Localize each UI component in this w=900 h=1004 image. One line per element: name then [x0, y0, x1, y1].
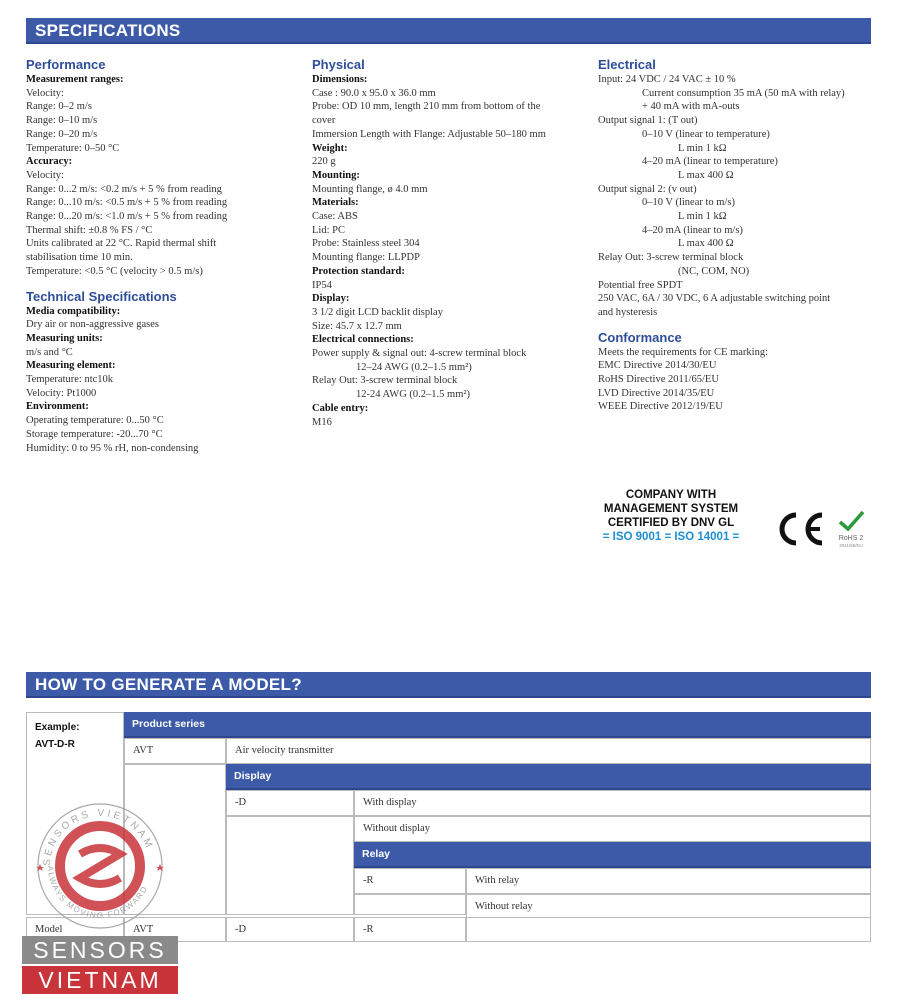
- eq-sign: =: [661, 531, 675, 543]
- display-header: Display: [226, 764, 871, 790]
- iso-14001: ISO 14001: [674, 531, 730, 543]
- output2-line: Output signal 2: (v out): [598, 183, 697, 195]
- model-banner: HOW TO GENERATE A MODEL?: [26, 672, 871, 698]
- relay-header: Relay: [354, 842, 871, 868]
- example-value: AVT-D-R: [35, 739, 75, 750]
- environment-line: Operating temperature: 0...50 °C: [26, 415, 164, 427]
- dimensions-line: Probe: OD 10 mm, length 210 mm from bottom of the: [312, 101, 541, 113]
- input-line: Input: 24 VDC / 24 VAC ± 10 %: [598, 74, 736, 85]
- relay-code-cell: -R: [354, 868, 466, 894]
- model-label-cell: Model: [26, 917, 124, 942]
- accuracy-line: Thermal shift: ±0.8 % FS / °C: [26, 224, 153, 236]
- output2-line: L min 1 kΩ: [678, 211, 727, 223]
- range-line: Velocity:: [26, 87, 64, 99]
- accuracy-line: Range: 0...2 m/s: <0.2 m/s + 5 % from reading: [26, 183, 222, 195]
- output1-line: 0–10 V (linear to temperature): [642, 128, 770, 140]
- model-display-cell: -D: [226, 917, 354, 942]
- accuracy-line: Range: 0...10 m/s: <0.5 m/s + 5 % from reading: [26, 197, 228, 209]
- connection-line: Relay Out: 3-screw terminal block: [312, 375, 458, 387]
- connection-line: 12-24 AWG (0.2–1.5 mm²): [356, 389, 471, 401]
- relay-line: (NC, COM, NO): [678, 265, 750, 277]
- cert-line: COMPANY WITH: [625, 489, 717, 501]
- model-avt-cell: AVT: [124, 917, 226, 942]
- brand-sensors: SENSORS: [22, 936, 178, 964]
- range-line: Range: 0–2 m/s: [26, 101, 92, 113]
- dimensions-label: Dimensions:: [312, 74, 368, 85]
- dimensions-line: cover: [312, 115, 336, 127]
- rohs-sub-label: 2011/65/EU: [839, 543, 863, 548]
- accuracy-line: Temperature: <0.5 °C (velocity > 0.5 m/s): [26, 265, 203, 277]
- electrical-heading: Electrical: [598, 57, 656, 72]
- range-line: Range: 0–20 m/s: [26, 128, 98, 140]
- display-line: 3 1/2 digit LCD backlit display: [312, 306, 443, 318]
- range-line: Range: 0–10 m/s: [26, 115, 98, 127]
- materials-line: Lid: PC: [312, 224, 345, 236]
- materials-line: Probe: Stainless steel 304: [312, 238, 420, 250]
- units-label: Measuring units:: [26, 332, 103, 344]
- cable-entry-label: Cable entry:: [312, 402, 369, 414]
- dimensions-line: Case : 90.0 x 95.0 x 36.0 mm: [312, 87, 436, 99]
- example-label: Example:: [35, 722, 80, 733]
- output1-line: L min 1 kΩ: [678, 142, 727, 154]
- spdt-line: and hysteresis: [598, 306, 658, 318]
- output1-line: Output signal 1: (T out): [598, 115, 698, 127]
- iso-9001: ISO 9001: [612, 531, 662, 543]
- conformance-line: LVD Directive 2014/35/EU: [598, 387, 715, 399]
- output2-line: 0–10 V (linear to m/s): [642, 197, 735, 209]
- electrical-connections-label: Electrical connections:: [312, 334, 414, 346]
- empty-cell: [466, 917, 871, 942]
- performance-column: [26, 57, 296, 455]
- accuracy-line: Range: 0...20 m/s: <1.0 m/s + 5 % from reading: [26, 211, 228, 223]
- display-line: Size: 45.7 x 12.7 mm: [312, 320, 402, 332]
- mounting-value: Mounting flange, ø 4.0 mm: [312, 183, 428, 195]
- weight-value: 220 g: [312, 156, 336, 168]
- eq-sign: =: [602, 531, 613, 543]
- element-line: Velocity: Pt1000: [26, 387, 97, 399]
- rohs-label: RoHS 2: [838, 535, 864, 542]
- connection-line: 12–24 AWG (0.2–1.5 mm²): [356, 361, 472, 373]
- mounting-label: Mounting:: [312, 169, 360, 181]
- connection-line: Power supply & signal out: 4-screw terminal block: [312, 348, 527, 360]
- protection-value: IP54: [312, 279, 332, 291]
- dimensions-line: Immersion Length with Flange: Adjustable 50–180 mm: [312, 128, 546, 140]
- conformance-line: WEEE Directive 2012/19/EU: [598, 401, 723, 413]
- electrical-column: [598, 57, 868, 414]
- media-label: Media compatibility:: [26, 305, 121, 317]
- avt-desc-cell: Air velocity transmitter: [226, 738, 871, 764]
- spdt-line: Potential free SPDT: [598, 279, 683, 291]
- certification-block: [596, 488, 746, 544]
- performance-heading: Performance: [26, 57, 106, 72]
- without-display-cell: Without display: [354, 816, 871, 842]
- physical-heading: Physical: [312, 57, 365, 72]
- environment-label: Environment:: [26, 401, 89, 413]
- rohs-logo: [836, 510, 866, 550]
- without-relay-cell: Without relay: [466, 894, 871, 920]
- input-line: Current consumption 35 mA (50 mA with relay): [642, 87, 845, 99]
- range-line: Temperature: 0–50 °C: [26, 142, 120, 154]
- conformance-line: EMC Directive 2014/30/EU: [598, 360, 717, 372]
- output1-line: 4–20 mA (linear to temperature): [642, 156, 778, 168]
- input-line: + 40 mA with mA-outs: [642, 101, 740, 113]
- protection-label: Protection standard:: [312, 265, 405, 277]
- avt-code-cell: AVT: [124, 738, 226, 764]
- output1-line: L max 400 Ω: [678, 169, 734, 181]
- eq-sign: =: [729, 531, 740, 543]
- conformance-heading: Conformance: [598, 329, 682, 345]
- output2-line: 4–20 mA (linear to m/s): [642, 224, 743, 236]
- technical-heading: Technical Specifications: [26, 288, 177, 304]
- ce-mark-icon: [772, 511, 826, 547]
- svg-text:SENSORS VIETNAM: SENSORS VIETNAM: [41, 807, 156, 867]
- model-relay-cell: -R: [354, 917, 466, 942]
- svg-text:ALWAYS MOVING FORWARD: ALWAYS MOVING FORWARD: [45, 865, 150, 921]
- output2-line: L max 400 Ω: [678, 238, 734, 250]
- brand-vietnam: VIETNAM: [22, 966, 178, 994]
- display-label: Display:: [312, 293, 350, 305]
- spdt-line: 250 VAC, 6A / 30 VDC, 6 A adjustable switching point: [598, 293, 831, 305]
- materials-label: Materials:: [312, 197, 359, 209]
- empty-cell: [226, 816, 354, 915]
- empty-cell: [354, 894, 466, 915]
- relay-line: Relay Out: 3-screw terminal block: [598, 252, 744, 264]
- checkmark-icon: [836, 510, 866, 532]
- materials-line: Mounting flange: LLPDP: [312, 252, 420, 264]
- conformance-line: RoHS Directive 2011/65/EU: [598, 374, 719, 386]
- specifications-banner: SPECIFICATIONS: [26, 18, 871, 44]
- element-label: Measuring element:: [26, 360, 116, 372]
- accuracy-line: Velocity:: [26, 169, 64, 181]
- cert-line: CERTIFIED BY DNV GL: [607, 517, 735, 529]
- with-display-cell: With display: [354, 790, 871, 816]
- environment-line: Humidity: 0 to 95 % rH, non-condensing: [26, 442, 199, 454]
- product-series-header: Product series: [124, 712, 871, 738]
- units-value: m/s and °C: [26, 346, 73, 358]
- display-code-cell: -D: [226, 790, 354, 816]
- with-relay-cell: With relay: [466, 868, 871, 894]
- physical-column: [312, 57, 582, 429]
- conformance-line: Meets the requirements for CE marking:: [598, 346, 768, 358]
- accuracy-label: Accuracy:: [26, 156, 73, 168]
- element-line: Temperature: ntc10k: [26, 374, 114, 386]
- iso-line: [596, 530, 746, 544]
- accuracy-line: stabilisation time 10 min.: [26, 252, 133, 264]
- cable-entry-value: M16: [312, 416, 332, 428]
- ranges-label: Measurement ranges:: [26, 74, 124, 85]
- cert-line: MANAGEMENT SYSTEM: [603, 503, 739, 515]
- environment-line: Storage temperature: -20...70 °C: [26, 428, 163, 440]
- weight-label: Weight:: [312, 142, 348, 154]
- sensors-vietnam-watermark-icon: [30, 796, 170, 936]
- materials-line: Case: ABS: [312, 211, 358, 223]
- media-value: Dry air or non-aggressive gases: [26, 319, 159, 331]
- accuracy-line: Units calibrated at 22 °C. Rapid thermal shift: [26, 238, 217, 250]
